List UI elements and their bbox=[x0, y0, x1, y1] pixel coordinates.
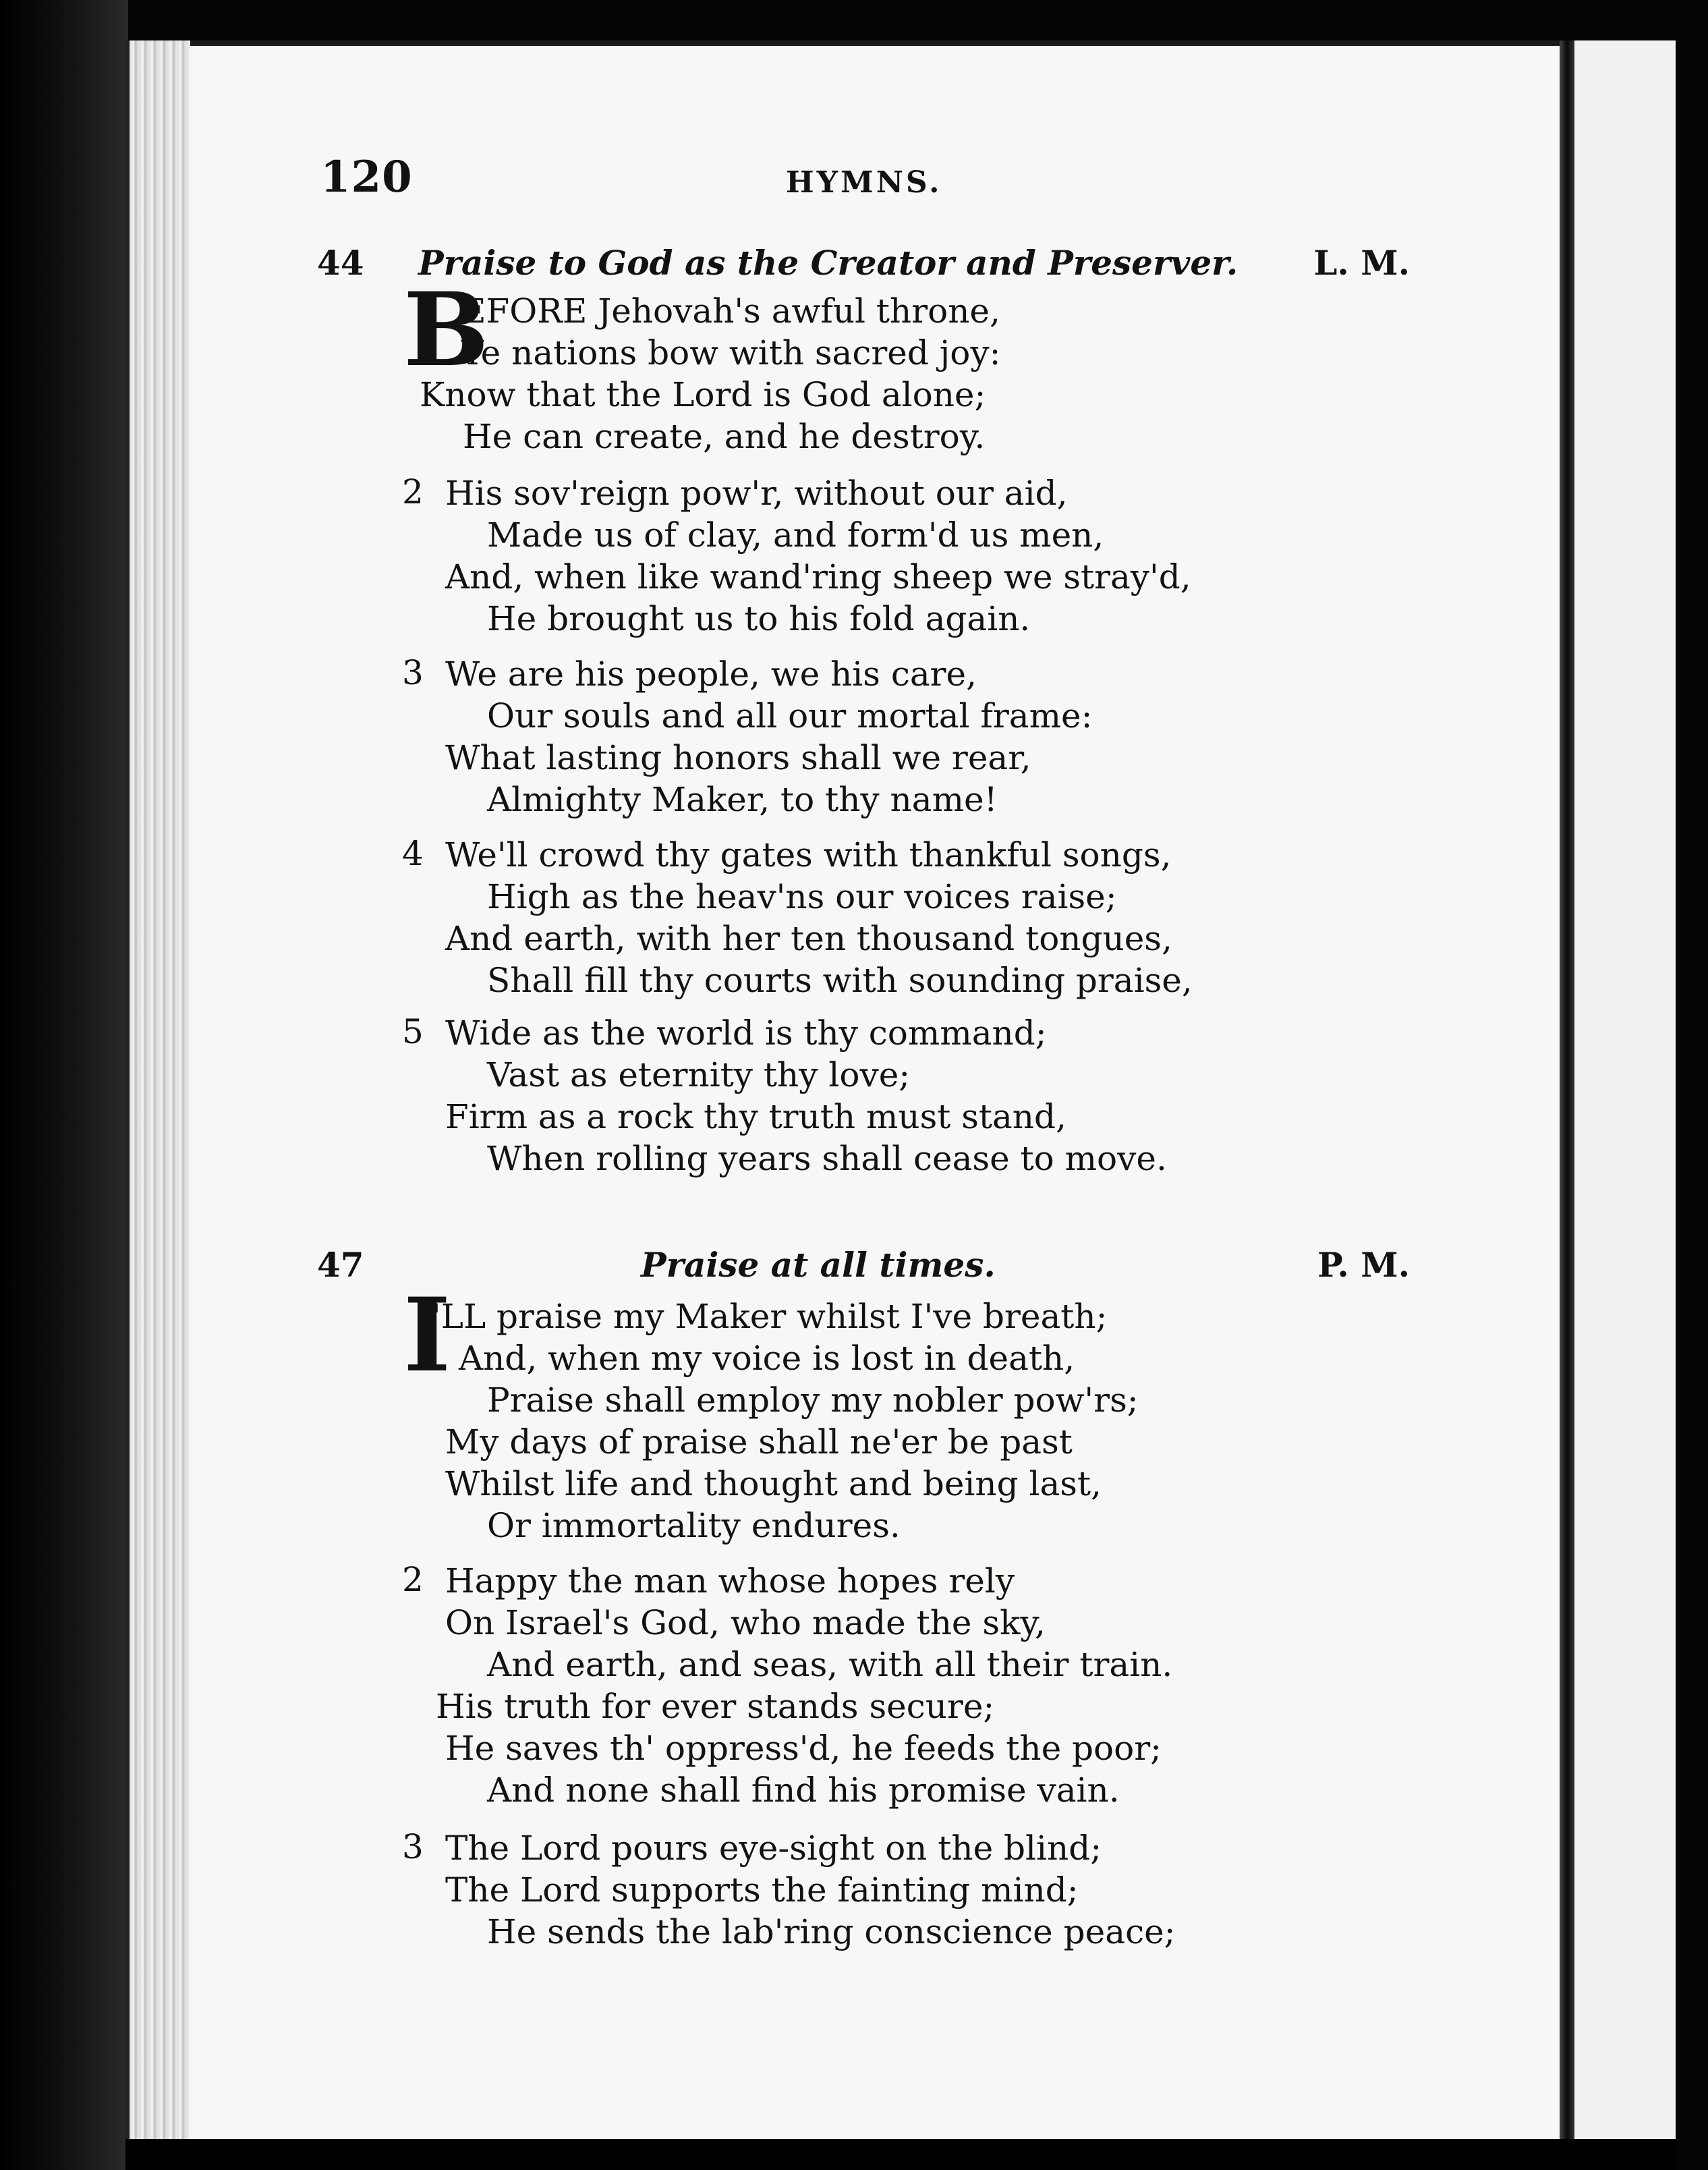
hymn-meter: P. M. bbox=[1317, 1245, 1410, 1285]
hymn-header bbox=[317, 1245, 1410, 1292]
verse-line: On Israel's God, who made the sky, bbox=[445, 1603, 1046, 1642]
stanza bbox=[403, 1276, 1430, 1547]
verse-line: 'LL praise my Maker whilst I've breath; bbox=[432, 1297, 1108, 1336]
verse-number: 3 bbox=[402, 653, 424, 692]
hymn-title: Praise at all times. bbox=[641, 1245, 996, 1285]
hymn-meter: L. M. bbox=[1313, 243, 1410, 283]
verse-number: 4 bbox=[402, 834, 424, 873]
verse-line: He can create, and he destroy. bbox=[463, 417, 986, 456]
verse-line: And, when my voice is lost in death, bbox=[459, 1339, 1075, 1378]
verse-line: Firm as a rock thy truth must stand, bbox=[445, 1097, 1066, 1136]
verse-line: Whilst life and thought and being last, bbox=[445, 1464, 1102, 1503]
verse-number: 5 bbox=[402, 1012, 424, 1051]
verse-line: When rolling years shall cease to move. bbox=[487, 1139, 1167, 1178]
verse-line: And none shall find his promise vain. bbox=[487, 1771, 1120, 1810]
stanza bbox=[403, 271, 1430, 457]
verse-line: Our souls and all our mortal frame: bbox=[487, 696, 1093, 735]
verse-line: His truth for ever stands secure; bbox=[436, 1687, 995, 1726]
verse-line: The Lord supports the fainting mind; bbox=[445, 1870, 1079, 1910]
verse-line: Made us of clay, and form'd us men, bbox=[487, 516, 1104, 555]
stanza bbox=[402, 1560, 1471, 1811]
verse-line: My days of praise shall ne'er be past bbox=[445, 1422, 1073, 1462]
verse-line: Ye nations bow with sacred joy: bbox=[461, 333, 1001, 372]
verse-number: 2 bbox=[402, 1560, 424, 1599]
verse-line: He saves th' oppress'd, he feeds the poor; bbox=[445, 1729, 1162, 1768]
verse-line: High as the heav'ns our voices raise; bbox=[487, 877, 1117, 916]
verse-line: Wide as the world is thy command; bbox=[445, 1013, 1047, 1053]
verse-line: Shall fill thy courts with sounding praise, bbox=[487, 961, 1193, 1000]
verse-line: EFORE Jehovah's awful throne, bbox=[461, 291, 1000, 331]
verse-number: 3 bbox=[402, 1827, 424, 1866]
verse-line: The Lord pours eye-sight on the blind; bbox=[445, 1829, 1102, 1868]
verse-line: Praise shall employ my nobler pow'rs; bbox=[487, 1381, 1139, 1420]
verse-line: Happy the man whose hopes rely bbox=[445, 1561, 1015, 1601]
drop-cap: I bbox=[403, 1276, 451, 1395]
hymn-number: 44 bbox=[317, 243, 364, 283]
verse-line: We are his people, we his care, bbox=[445, 655, 977, 694]
verse-line: He brought us to his fold again. bbox=[487, 599, 1031, 638]
stanza bbox=[402, 472, 1471, 640]
running-head: HYMNS. bbox=[786, 165, 942, 200]
stanza bbox=[402, 1827, 1471, 1953]
hymn-number: 47 bbox=[317, 1245, 364, 1285]
drop-cap: B bbox=[403, 271, 489, 389]
verse-line: And earth, and seas, with all their train. bbox=[487, 1645, 1173, 1684]
verse-line: And, when like wand'ring sheep we stray'd, bbox=[445, 557, 1191, 596]
stanza bbox=[402, 653, 1471, 820]
verse-line: We'll crowd thy gates with thankful songs, bbox=[445, 835, 1172, 874]
verse-line: Almighty Maker, to thy name! bbox=[487, 780, 998, 819]
verse-number: 2 bbox=[402, 472, 424, 511]
verse-line: Know that the Lord is God alone; bbox=[420, 375, 986, 414]
scan-left-shadow bbox=[0, 0, 128, 2170]
stanza bbox=[402, 834, 1471, 1001]
verse-line: Vast as eternity thy love; bbox=[487, 1055, 911, 1094]
stanza bbox=[402, 1012, 1471, 1179]
hymn-title: Praise to God as the Creator and Preserver. bbox=[418, 243, 1239, 283]
book-page-edges bbox=[125, 40, 194, 2139]
page-header bbox=[320, 152, 1406, 206]
verse-line: What lasting honors shall we rear, bbox=[445, 738, 1031, 777]
scan-bottom-band bbox=[125, 2139, 1677, 2170]
book-gutter bbox=[1560, 40, 1574, 2139]
page-number: 120 bbox=[320, 152, 413, 202]
verse-line: His sov'reign pow'r, without our aid, bbox=[445, 474, 1068, 513]
verse-line: He sends the lab'ring conscience peace; bbox=[487, 1912, 1176, 1951]
verse-line: And earth, with her ten thousand tongues, bbox=[445, 919, 1172, 958]
facing-page-edge bbox=[1574, 40, 1676, 2139]
verse-line: Or immortality endures. bbox=[487, 1506, 901, 1545]
